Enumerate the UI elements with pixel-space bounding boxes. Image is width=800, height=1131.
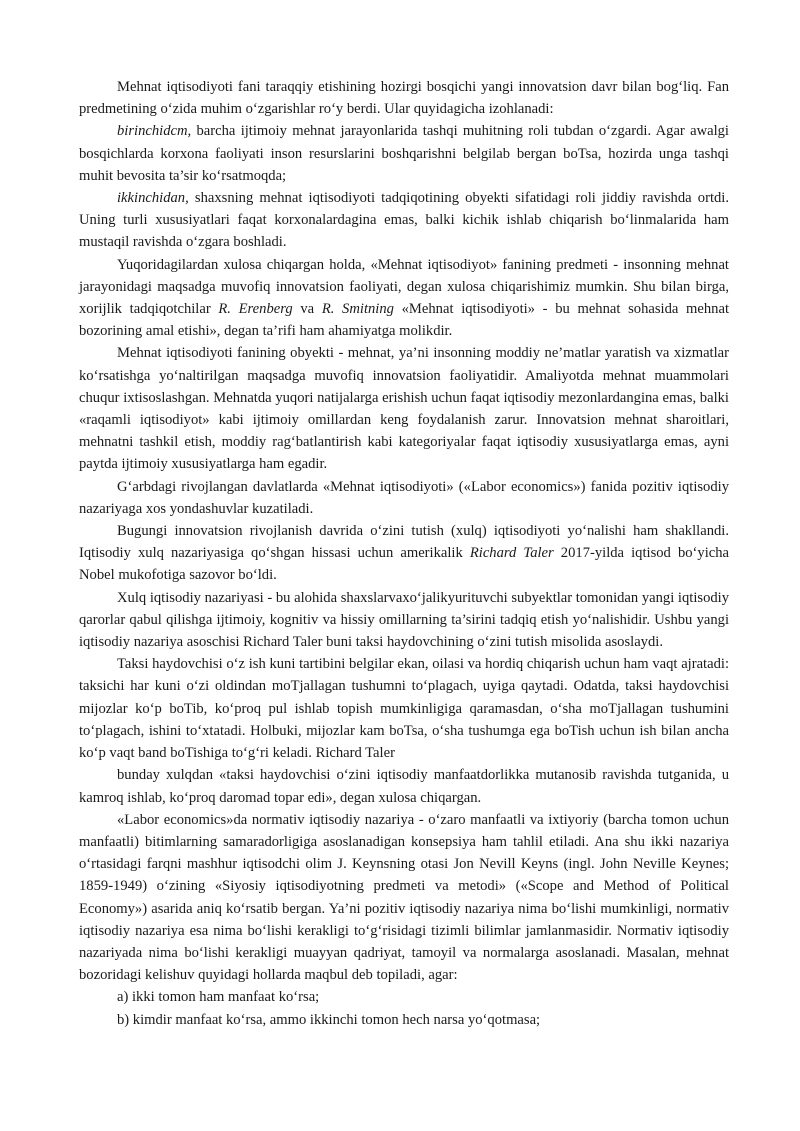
lead-word: ikkinchidan,: [117, 190, 189, 207]
paragraph-taxi-conclusion: bunday xulqdan «taksi haydovchisi o‘zini iqtisodiy manfaatdorlikka mutanosib ravishda tutganida, u kamroq ishlab, ko‘proq daromad topar edi», degan xulosa chiqargan.: [79, 767, 729, 806]
lead-word: birinchidcm,: [117, 123, 192, 140]
paragraph-object-definition: Mehnat iqtisodiyoti fanining obyekti - mehnat, ya’ni insonning moddiy ne’matlar yaratish va xizmatlar ko‘rsatishga yo‘naltirilgan maqsadga muvofiq innovatsion faoliyatidir. Amaliyotda mehnat muammolari chuqur ixtisoslashgan. Mehnatda yuqori natijalarga erishish uchun faqat iqtisodiy mezonlardangina emas, balki «raqamli iqtisodiyot» kabi ijtimoiy omillardan keng foydalanish zarur. Innovatsion mehnat sharoitlari, mehnatni tashkil etish, moddiy rag‘batlantirish kabi kategoriyalar faqat iqtisodiy xususiyatlarga emas, ayni paytda ijtimoiy xususiyatlarga ham egadir.: [79, 345, 729, 473]
paragraph-behavioral-economics: Bugungi innovatsion rivojlanish davrida o‘zini tutish (xulq) iqtisodiyoti yo‘nalishi ham shakllandi. Iqtisodiy xulq nazariyasiga qo‘shgan hissasi uchun amerikalik Richard Taler 2017-yilda iqtisod bo‘yicha Nobel mukofotiga sazovor bo‘ldi.: [79, 523, 729, 584]
paragraph-labor-economics: G‘arbdagi rivojlangan davlatlarda «Mehnat iqtisodiyoti» («Labor economics») fanida pozitiv iqtisodiy nazariyaga xos yondashuvlar kuzatiladi.: [79, 478, 729, 517]
list-item: b) kimdir manfaat ko‘rsa, ammo ikkinchi tomon hech narsa yo‘qotmasa;: [117, 1011, 541, 1028]
author-name: R. Smitning: [321, 301, 394, 318]
author-name: R. Erenberg: [218, 301, 293, 318]
list-item: a) ikki tomon ham manfaat ko‘rsa;: [117, 989, 320, 1006]
paragraph-second-point: ikkinchidan, shaxsning mehnat iqtisodiyoti tadqiqotining obyekti sifatidagi roli jiddiy ravishda ortdi. Uning turli xususiyatlari faqat korxonalardagina emas, balki kichik ishlab chiqarish bo‘linmalarida ham mustaqil ravishda o‘zgara boshladi.: [79, 190, 729, 251]
paragraph-normative-theory: «Labor economics»da normativ iqtisodiy nazariya - o‘zaro manfaatli va ixtiyoriy (barcha tomon uchun manfaatli) bitimlarning samaradorligiga asoslanadigan konsepsiya ham tahlil etiladi. Ana shu ikki nazariya o‘rtasidagi farqni mashhur iqtisodchi olim J. Keynsning otasi Jon Nevill Keyns (ingl. John Neville Keynes; 1859-1949) o‘zining «Siyosiy iqtisodiyotning predmeti va metodi» («Scope and Method of Political Economy») asarida aniq ko‘rsatib bergan. Ya’ni pozitiv iqtisodiy nazariya nima bo‘lishi mumkinligi, normativ iqtisodiy nazariya esa nima bo‘lishi kerakligi to‘g‘risidagi tizimli bilimlar jamlanmasidir. Normativ iqtisodiy nazariyada nima bo‘lishi kerakligi muayyan qadriyat, tamoyil va normalarga asoslanadi. Masalan, mehnat bozoridagi kelishuv quyidagi hollarda maqbul deb topiladi, agar:: [79, 811, 729, 984]
paragraph-behavior-theory: Xulq iqtisodiy nazariyasi - bu alohida shaxslarvaxo‘jalikyurituvchi subyektlar tomonidan yangi iqtisodiy qarorlar qabul qilishga ijtimoiy, kognitiv va hissiy omillarning ta’sirini tadqiq etish yo‘nalishidir. Ushbu yangi iqtisodiy nazariya asoschisi Richard Taler buni taksi haydovchining o‘zini tutish misolida asoslaydi.: [79, 589, 730, 651]
paragraph-subject-definition: Yuqoridagilardan xulosa chiqargan holda, «Mehnat iqtisodiyot» fanining predmeti - insonning mehnat jarayonidagi maqsadga muvofiq innovatsion faoliyati, degan xulosa chiqarishimiz mumkin. Shu bilan birga, xorijlik tadqiqotchilar R. Erenberg va R. Smitning «Mehnat iqtisodiyoti» - bu mehnat sohasida mehnat bozorining amal etishi», degan ta’rifi ham ahamiyatga molikdir.: [79, 256, 729, 340]
paragraph-first-point: birinchidcm, barcha ijtimoiy mehnat jarayonlarida tashqi muhitning roli tubdan o‘zgardi. Agar awalgi bosqichlarda korxona faoliyati inson resurslarini boshqarishni belgilab bergan boTsa, hozirda unga tashqi muhit bevosita ta’sir ko‘rsatmoqda;: [79, 123, 729, 184]
paragraph-intro: Mehnat iqtisodiyoti fani taraqqiy etishining hozirgi bosqichi yangi innovatsion davr bilan bog‘liq. Fan predmetining o‘zida muhim o‘zgarishlar ro‘y berdi. Ular quyidagicha izohlanadi:: [79, 79, 729, 118]
paragraph-taxi-example: Taksi haydovchisi o‘z ish kuni tartibini belgilar ekan, oilasi va hordiq chiqarish uchun ham vaqt ajratadi: taksichi har kuni o‘zi oldindan moTjallagan tushumni to‘plagach, uyiga qaytadi. Odatda, taksi haydovchisi mijozlar ko‘p boTib, ko‘proq pul ishlab topish mumkinligiga qaramasdan, o‘sha moTjallagan tushumini to‘plagach, ishini to‘xtatadi. Holbuki, mijozlar kam boTsa, o‘sha tushumga ega boTish uchun ish bilan ancha ko‘p vaqt band boTishiga to‘g‘ri keladi. Richard Taler: [79, 656, 729, 762]
author-name: Richard Taler: [469, 545, 554, 562]
